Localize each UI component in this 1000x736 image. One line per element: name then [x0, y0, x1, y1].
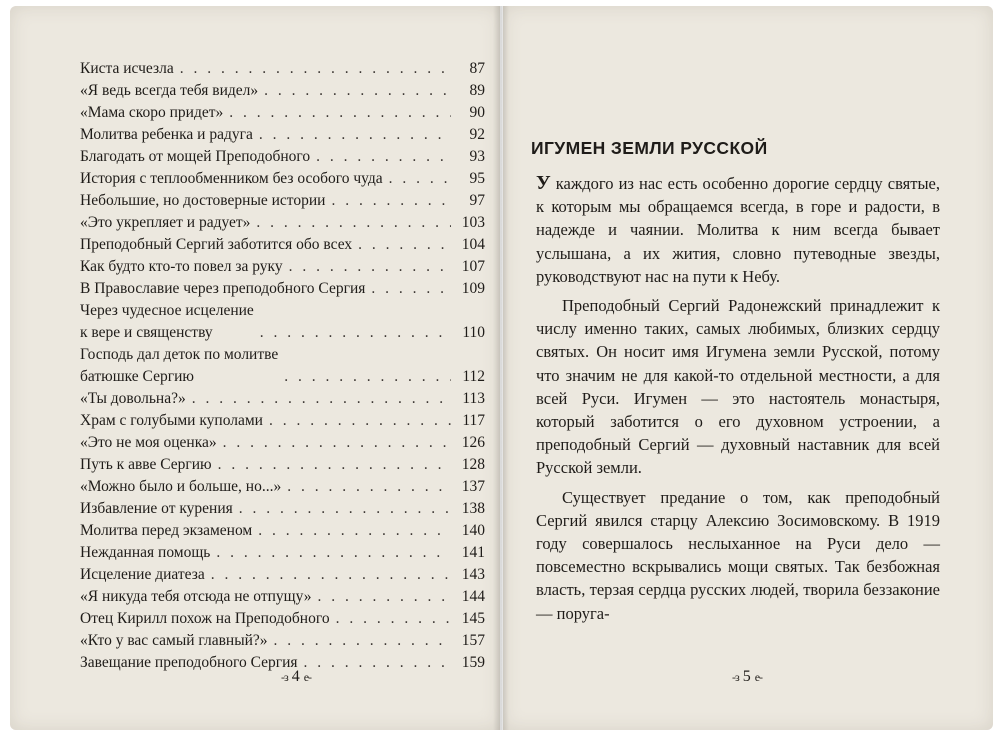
folio-ornament-right: е-	[303, 670, 312, 684]
toc-page-number: 137	[461, 478, 485, 495]
toc-page-number: 143	[461, 566, 485, 583]
toc-entry	[80, 476, 485, 498]
toc-page-number: 112	[462, 368, 485, 385]
toc-page-number: 128	[461, 456, 485, 473]
toc-entry-title: «Ты довольна?»	[80, 390, 186, 407]
toc-leader-dots	[331, 190, 451, 212]
toc-entry	[80, 542, 485, 564]
toc-page-number: 89	[469, 82, 485, 99]
toc-entry	[80, 80, 485, 102]
left-page-number	[256, 668, 336, 686]
toc-leader-dots	[264, 80, 451, 102]
toc-entry-title: «Кто у вас самый главный?»	[80, 632, 268, 649]
toc-entry	[80, 212, 485, 234]
toc-entry-title: Молитва ребенка и радуга	[80, 126, 253, 143]
toc-entry	[80, 256, 485, 278]
toc-leader-dots	[256, 212, 451, 234]
toc-page-number: 157	[461, 632, 485, 649]
toc-entry-title-line: Господь дал деток по молитве	[80, 346, 279, 363]
toc-entry	[80, 608, 485, 630]
page-number: 4	[291, 668, 300, 685]
toc-entry-title-line: к вере и священству	[80, 324, 213, 341]
toc-leader-dots	[223, 432, 451, 454]
folio-ornament-left: -з	[731, 670, 739, 684]
toc-entry-title: Отец Кирилл похож на Преподобного	[80, 610, 330, 627]
toc-entry	[80, 102, 485, 124]
toc-entry-title: «Я никуда тебя отсюда не отпущу»	[80, 588, 312, 605]
toc-entry	[80, 190, 485, 212]
toc-entry-title-line: Через чудесное исцеление	[80, 302, 254, 319]
toc-entry-title: В Православие через преподобного Сергия	[80, 280, 366, 297]
toc-entry-title: «Мама скоро придет»	[80, 104, 224, 121]
toc-entry	[80, 278, 485, 300]
toc-page-number: 126	[461, 434, 485, 451]
toc-leader-dots	[289, 256, 451, 278]
toc-leader-dots	[218, 454, 451, 476]
toc-entry-title: «Можно было и больше, но...»	[80, 478, 282, 495]
toc-leader-dots	[229, 102, 451, 124]
toc-leader-dots	[216, 542, 451, 564]
toc-leader-dots	[192, 388, 451, 410]
chapter-heading: ИГУМЕН ЗЕМЛИ РУССКОЙ	[531, 138, 768, 158]
toc-page-number: 159	[461, 654, 485, 671]
toc-page-number: 87	[469, 60, 485, 77]
toc-entry-title: Путь к авве Сергию	[80, 456, 212, 473]
toc-page-number: 138	[461, 500, 485, 517]
toc-leader-dots	[358, 234, 451, 256]
toc-leader-dots	[260, 322, 451, 344]
toc-page-number: 110	[462, 324, 485, 341]
toc-entry	[80, 344, 485, 388]
toc-leader-dots	[371, 278, 451, 300]
toc-leader-dots	[336, 608, 451, 630]
toc-entry	[80, 432, 485, 454]
toc-page-number: 144	[461, 588, 485, 605]
toc-page-number: 145	[461, 610, 485, 627]
page-number: 5	[742, 668, 751, 685]
paragraph: Преподобный Сергий Радонежский принадлежит к числу именно таких, самых любимых, близких сердцу святых. Он носит имя Игумена земли Русской, потому что значим не для какой-то отдельной местности, а для всей Руси. Игумен — это настоятель монастыря, который заботится о его духовном устроении, а преподобный Сергий — духовный наставник для всей Русской земли.	[536, 296, 940, 478]
toc-leader-dots	[269, 410, 451, 432]
folio-ornament-left: -з	[280, 670, 288, 684]
toc-entry-title: Исцеление диатеза	[80, 566, 205, 583]
toc-page-number: 140	[461, 522, 485, 539]
toc-leader-dots	[389, 168, 451, 190]
toc-entry-title: Небольшие, но достоверные истории	[80, 192, 326, 209]
toc-page-number: 97	[469, 192, 485, 209]
toc-leader-dots	[284, 366, 451, 388]
toc-entry	[80, 168, 485, 190]
toc-entry	[80, 234, 485, 256]
toc-entry-title: Храм с голубыми куполами	[80, 412, 263, 429]
toc-entry-title: Преподобный Сергий заботится обо всех	[80, 236, 353, 253]
toc-entry-title: Молитва перед экзаменом	[80, 522, 253, 539]
toc-entry	[80, 630, 485, 652]
toc-entry	[80, 124, 485, 146]
toc-leader-dots	[318, 586, 452, 608]
toc-entry	[80, 520, 485, 542]
toc-entry-title: Как будто кто-то повел за руку	[80, 258, 283, 275]
toc-entry-title: Благодать от мощей Преподобного	[80, 148, 311, 165]
toc-entry-title: Киста исчезла	[80, 60, 174, 77]
toc-entry	[80, 388, 485, 410]
toc-leader-dots	[211, 564, 451, 586]
paragraph: У каждого из нас есть особенно дорогие сердцу святые, к которым мы обращаемся всегда, в горе и радости, в надежде и чаянии. Молитва к ним всегда бывает услышана, а их жития, словно путеводные звезды, руководствуют нас на пути к Небу.	[536, 172, 940, 286]
toc-page-number: 109	[461, 280, 485, 297]
toc-page-number: 107	[461, 258, 485, 275]
toc-entry-title: Завещание преподобного Сергия	[80, 654, 298, 671]
paragraph: Существует предание о том, как преподобный Сергий явился старцу Алексию Зосимовскому. В 1919 году совершалось неслыханное на Руси дело — повсеместно вскрывались мощи святых. Так безбожная власть, терзая сердца русских людей, творила беззаконие — поруга-	[536, 487, 940, 623]
chapter-body	[536, 172, 940, 631]
toc-leader-dots	[316, 146, 451, 168]
toc-entry	[80, 564, 485, 586]
toc-entry	[80, 498, 485, 520]
table-of-contents	[80, 58, 485, 674]
toc-page-number: 93	[469, 148, 485, 165]
toc-entry-title-line: батюшке Сергию	[80, 368, 194, 385]
toc-entry-title: «Я ведь всегда тебя видел»	[80, 82, 259, 99]
toc-leader-dots	[258, 520, 451, 542]
toc-entry	[80, 146, 485, 168]
toc-entry	[80, 454, 485, 476]
toc-entry-title: «Это не моя оценка»	[80, 434, 217, 451]
toc-entry-title: Нежданная помощь	[80, 544, 211, 561]
toc-leader-dots	[259, 124, 451, 146]
right-page-number	[707, 668, 787, 686]
toc-entry-title: Избавление от курения	[80, 500, 233, 517]
toc-page-number: 113	[462, 390, 485, 407]
toc-page-number: 141	[461, 544, 485, 561]
toc-entry	[80, 410, 485, 432]
folio-ornament-right: е-	[754, 670, 763, 684]
toc-entry-title: «Это укрепляет и радует»	[80, 214, 251, 231]
toc-page-number: 103	[461, 214, 485, 231]
toc-entry-title	[80, 300, 254, 344]
toc-entry	[80, 586, 485, 608]
book-gutter	[493, 6, 509, 730]
toc-entry-title: История с теплообменником без особого чуда	[80, 170, 383, 187]
toc-page-number: 90	[469, 104, 485, 121]
toc-entry-title	[80, 344, 278, 388]
toc-leader-dots	[180, 58, 451, 80]
toc-leader-dots	[287, 476, 451, 498]
toc-leader-dots	[274, 630, 451, 652]
toc-leader-dots	[239, 498, 451, 520]
toc-entry	[80, 58, 485, 80]
toc-page-number: 95	[469, 170, 485, 187]
toc-page-number: 117	[462, 412, 485, 429]
toc-entry	[80, 300, 485, 344]
toc-page-number: 104	[461, 236, 485, 253]
toc-page-number: 92	[469, 126, 485, 143]
